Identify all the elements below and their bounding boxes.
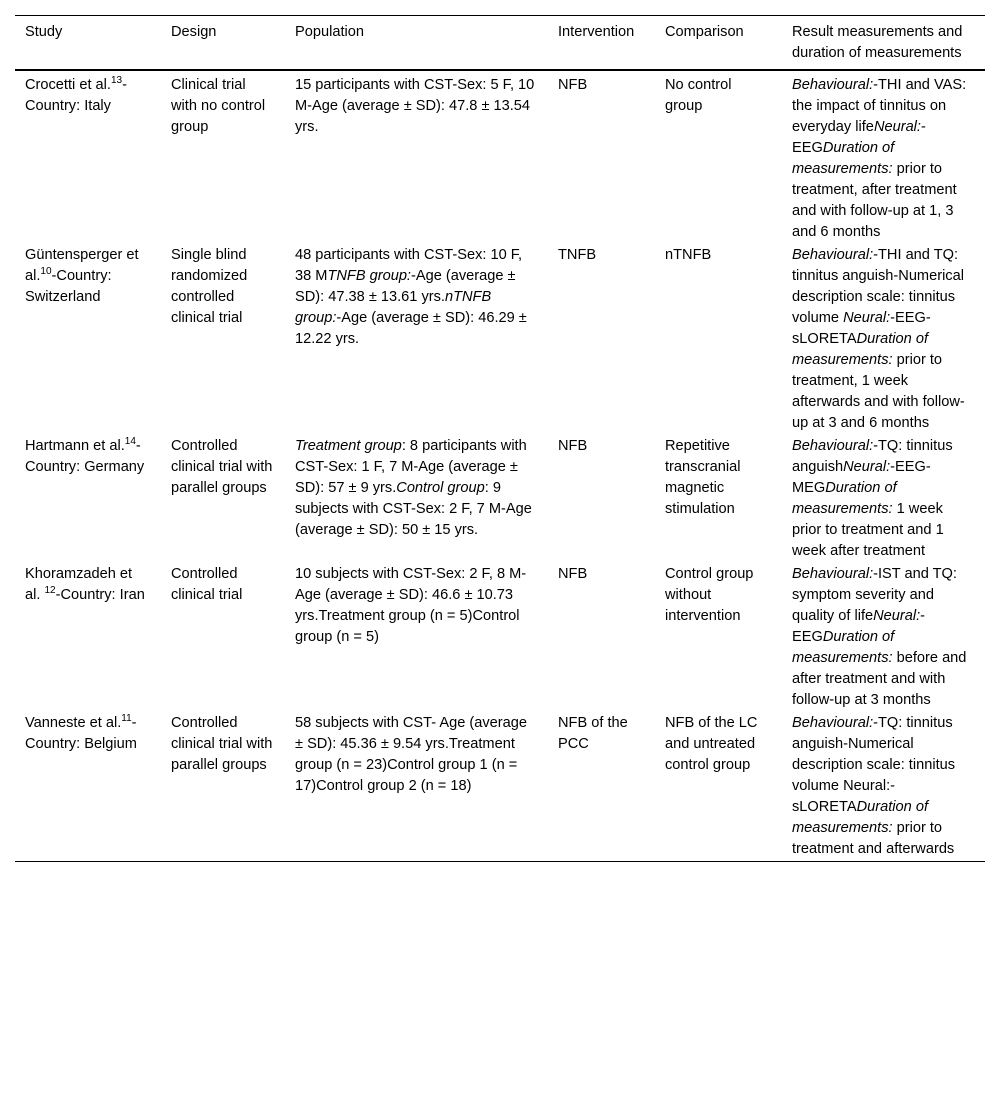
text-segment: : 8 participants with CST-Sex: 1 F, 7 M-Age (average ± SD): 57 ± 9 yrs. (295, 438, 527, 496)
text-segment: -TQ: tinnitus anguish-Numerical description scale: tinnitus volume Neural:-sLORETA (792, 715, 956, 815)
cell-design: Clinical trial with no control group (171, 77, 266, 135)
italic-label: Duration of measurements: (792, 140, 895, 177)
italic-label: Neural: (873, 608, 921, 624)
cell-design: Controlled clinical trial with parallel groups (171, 438, 273, 496)
table-body (15, 70, 985, 862)
italic-label: Duration of measurements: (792, 799, 928, 836)
text-segment: -Country: Belgium (25, 715, 137, 752)
cell-results (782, 70, 985, 244)
text-segment: -Country: Iran (55, 587, 145, 603)
text-segment: Vanneste et al. (25, 715, 122, 731)
cell-study (15, 563, 161, 712)
text-segment: Güntensperger et al. (25, 247, 139, 284)
text-segment: -TQ: tinnitus anguish (792, 438, 953, 475)
italic-label: Control group (396, 480, 485, 496)
studies-table (15, 15, 985, 862)
text-segment: -THI and VAS: the impact of tinnitus on everyday life (792, 77, 967, 135)
italic-label: Treatment group (295, 438, 402, 454)
text-segment: -Age (average ± SD): 47.38 ± 13.61 yrs. (295, 268, 516, 305)
text-segment: Khoramzadeh et al. (25, 566, 133, 603)
text-segment: -Country: Germany (25, 438, 145, 475)
italic-label: Behavioural: (792, 715, 874, 731)
italic-label: Neural: (843, 310, 891, 326)
italic-label: Neural: (843, 459, 891, 475)
text-segment: Hartmann et al. (25, 438, 125, 454)
text-segment: -IST and TQ: symptom severity and quality of life (792, 566, 957, 624)
text-segment: -EEG (792, 119, 926, 156)
italic-label: nTNFB group: (295, 289, 492, 326)
cell-comparison: No control group (665, 77, 732, 114)
text-segment: -Age (average ± SD): 46.29 ± 12.22 yrs. (295, 310, 527, 347)
table-row (15, 70, 985, 244)
cell-intervention: NFB of the PCC (558, 715, 628, 752)
reference-superscript: 14 (124, 436, 136, 448)
italic-label: Duration of measurements: (792, 480, 897, 517)
text-segment: prior to treatment, 1 week afterwards and with follow-up at 3 and 6 months (792, 352, 965, 431)
italic-label: Neural: (873, 119, 921, 135)
header-results: Result measurements and duration of measurements (792, 24, 963, 61)
text-segment: prior to treatment, after treatment and with follow-up at 1, 3 and 6 months (792, 161, 957, 240)
reference-superscript: 10 (40, 266, 52, 278)
text-segment: Crocetti et al. (25, 77, 111, 93)
reference-superscript: 12 (44, 585, 56, 597)
table-row (15, 563, 985, 712)
text-segment: 48 participants with CST-Sex: 10 F, 38 M (295, 247, 523, 284)
cell-results (782, 244, 985, 435)
text-segment: 1 week prior to treatment and 1 week after treatment (792, 501, 944, 559)
italic-label: Behavioural: (792, 438, 874, 454)
cell-design: Controlled clinical trial with parallel groups (171, 715, 273, 773)
header-population: Population (295, 24, 364, 40)
cell-design: Controlled clinical trial (171, 566, 243, 603)
reference-superscript: 11 (121, 713, 132, 725)
table-row (15, 712, 985, 862)
text-segment: 15 participants with CST-Sex: 5 F, 10 M-Age (average ± SD): 47.8 ± 13.54 yrs. (295, 77, 535, 135)
header-design: Design (171, 24, 217, 40)
italic-label: Duration of measurements: (792, 331, 928, 368)
text-segment: 10 subjects with CST-Sex: 2 F, 8 M-Age (average ± SD): 46.6 ± 10.73 yrs.Treatment group (n = 5)Control group (n = 5) (295, 566, 527, 645)
italic-label: Behavioural: (792, 566, 874, 582)
text-segment: -Country: Italy (25, 77, 127, 114)
cell-intervention: NFB (558, 438, 588, 454)
cell-intervention: NFB (558, 566, 588, 582)
text-segment: -THI and TQ: tinnitus anguish-Numerical description scale: tinnitus volume (792, 247, 964, 326)
header-study: Study (25, 24, 63, 40)
cell-results (782, 435, 985, 563)
text-segment: : 9 subjects with CST-Sex: 2 F, 7 M-Age (average ± SD): 50 ± 15 yrs. (295, 480, 532, 538)
cell-intervention: TNFB (558, 247, 597, 263)
reference-superscript: 13 (110, 75, 123, 87)
cell-population (285, 70, 548, 244)
header-comparison: Comparison (665, 24, 744, 40)
cell-population (285, 712, 548, 862)
cell-study (15, 70, 161, 244)
cell-study (15, 244, 161, 435)
cell-comparison: nTNFB (665, 247, 712, 263)
cell-intervention: NFB (558, 77, 588, 93)
italic-label: Behavioural: (792, 77, 874, 93)
header-intervention: Intervention (558, 24, 635, 40)
cell-population (285, 244, 548, 435)
italic-label: TNFB group: (327, 268, 411, 284)
table-header-row (15, 16, 985, 71)
cell-comparison: NFB of the LC and untreated control group (665, 715, 758, 773)
cell-results (782, 563, 985, 712)
italic-label: Behavioural: (792, 247, 874, 263)
text-segment: -Country: Switzerland (25, 268, 112, 305)
text-segment: prior to treatment and afterwards (792, 820, 955, 857)
cell-design: Single blind randomized controlled clinical trial (171, 247, 248, 326)
text-segment: -EEG (792, 608, 926, 645)
cell-study (15, 712, 161, 862)
cell-results (782, 712, 985, 862)
text-segment: 58 subjects with CST- Age (average ± SD): 45.36 ± 9.54 yrs.Treatment group (n = 23)Control group 1 (n = 17)Control group 2 (n = 18) (295, 715, 527, 794)
cell-comparison: Repetitive transcranial magnetic stimulation (665, 438, 741, 517)
text-segment: -EEG-MEG (792, 459, 931, 496)
cell-population (285, 435, 548, 563)
text-segment: before and after treatment and with follow-up at 3 months (792, 650, 967, 708)
cell-comparison: Control group without intervention (665, 566, 754, 624)
cell-study (15, 435, 161, 563)
table-row (15, 244, 985, 435)
cell-population (285, 563, 548, 712)
text-segment: -EEG-sLORETA (792, 310, 931, 347)
table-row (15, 435, 985, 563)
italic-label: Duration of measurements: (792, 629, 895, 666)
